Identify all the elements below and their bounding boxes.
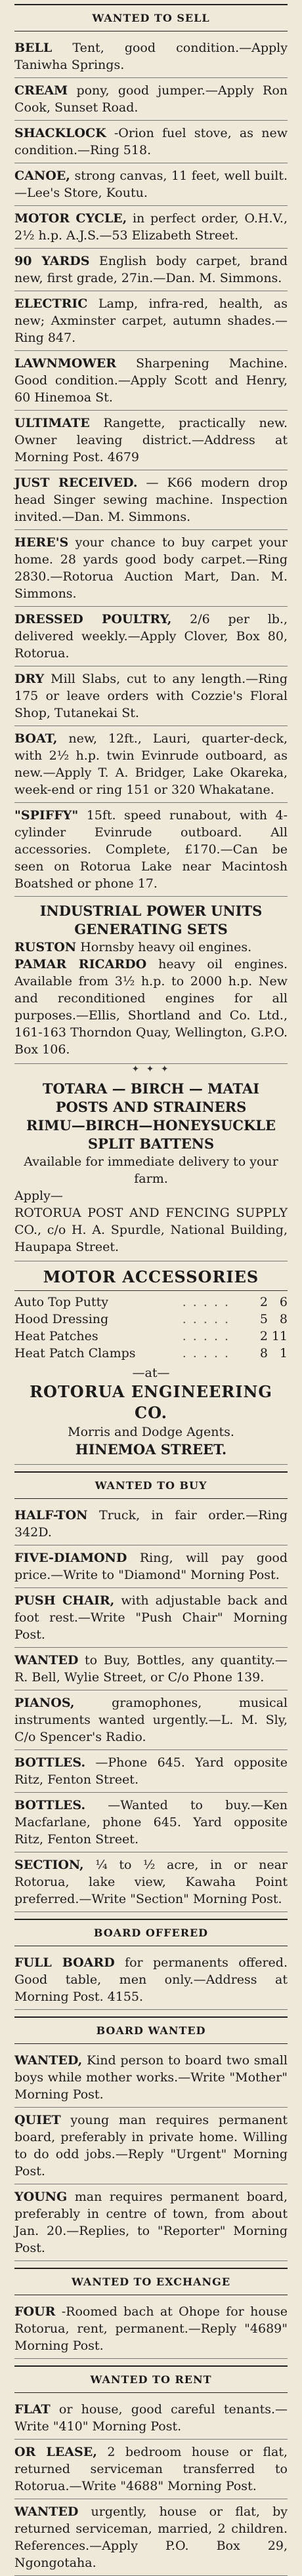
ad-text: new, 12ft., Lauri, quarter-deck, with 2½ h.p. twin Evinrude outboard, as new.—Apply T. A. Bridger, Lake Okareka, week-end or ring 151 or 320 Whakatane. — [14, 731, 288, 797]
classified-ad — [14, 291, 288, 351]
exchange-list — [14, 2299, 288, 2359]
classified-ad — [14, 1588, 288, 1648]
ad-text: -Orion fuel stove, as new condition.—Ring 518. — [14, 126, 288, 157]
ad-lead: PIANOS, — [14, 1696, 75, 1710]
ad-lead: 90 YARDS — [14, 254, 90, 268]
ad-text: Ring, will pay good price.—Write to "Diamond" Morning Post. — [14, 1551, 288, 1582]
motor-company: ROTORUA ENGINEERING CO. — [30, 1382, 272, 1422]
price-row — [14, 1294, 288, 1311]
ad-lead: WANTED, — [14, 2053, 83, 2068]
classified-ad — [14, 2499, 288, 2576]
motor-street: HINEMOA STREET. — [75, 1441, 227, 1458]
classified-ad — [14, 163, 288, 206]
totara-company: ROTORUA POST AND FENCING SUPPLY CO., c/o H. A. Spurdle, National Building, Haupapa Street. — [14, 1206, 288, 1254]
price-shillings: 8 — [259, 1346, 268, 1360]
price-pence: 6 — [279, 1295, 288, 1309]
ad-text: — K66 modern drop head Singer sewing machine. Inspection invited.—Dan. M. Simmons. — [14, 476, 288, 524]
ad-text: gramophones, musical instruments wanted urgently.—L. M. Sly, C/o Spencer's Radio. — [14, 1696, 288, 1744]
classified-ad — [14, 1852, 288, 1912]
ad-lead: SHACKLOCK — [14, 126, 106, 140]
classified-ad — [14, 249, 288, 291]
section-header-wanted-to-buy: WANTED TO BUY — [14, 1471, 288, 1499]
industrial-power-ad — [14, 897, 288, 1064]
ad-lead: SECTION, — [14, 1858, 84, 1872]
price-row — [14, 1311, 288, 1328]
ruston-lead: RUSTON — [14, 940, 77, 954]
price-leader: . . . . . — [182, 1329, 230, 1343]
ad-text: for permanents offered. Good table, men only.—Address at Morning Post. 4155. — [14, 1955, 288, 2004]
classified-ad — [14, 78, 288, 121]
buy-ads-list — [14, 1503, 288, 1912]
ad-lead: DRY — [14, 672, 45, 686]
ruston-text: Hornsby heavy oil engines. — [80, 940, 252, 954]
ad-text: 15ft. speed runabout, with 4-cylinder Evinrude outboard. All accessories. Complete, £170.—Can be seen on Rotorua Lake near Macintosh Boatshed or phone 17. — [14, 808, 288, 891]
ad-text: with adjustable back and foot rest.—Write "Push Chair" Morning Post. — [14, 1593, 288, 1642]
ad-lead: QUIET — [14, 2113, 61, 2127]
ad-lead: PUSH CHAIR, — [14, 1593, 115, 1608]
classified-ad — [14, 1690, 288, 1750]
classified-ad — [14, 2299, 288, 2359]
price-leader: . . . . . — [182, 1295, 230, 1309]
ad-lead: "SPIFFY" — [14, 808, 79, 823]
classified-ad — [14, 1750, 288, 1793]
ad-text: Tent, good condition.—Apply Taniwha Springs. — [14, 41, 288, 72]
ad-lead: BOTTLES. — [14, 1755, 86, 1770]
price-item-name: Heat Patches — [14, 1329, 98, 1343]
price-leader: . . . . . — [182, 1346, 230, 1360]
totara-line-4: SPLIT BATTENS — [87, 1135, 215, 1152]
price-item-name: Heat Patch Clamps — [14, 1346, 136, 1360]
totara-line-3: RIMU—BIRCH—HONEYSUCKLE — [26, 1117, 276, 1134]
ad-lead: YOUNG — [14, 2190, 68, 2204]
totara-posts-ad — [14, 1074, 288, 1261]
ad-text: to Buy, Bottles, any quantity.—R. Bell, Wylie Street, or C/o Phone 139. — [14, 1653, 288, 1685]
classified-ad — [14, 2397, 288, 2440]
classified-ad — [14, 35, 288, 78]
ad-lead: BOTTLES. — [14, 1798, 86, 1812]
section-header-board-offered: BOARD OFFERED — [14, 1919, 288, 1946]
classified-ad — [14, 121, 288, 163]
price-shillings: 2 — [259, 1329, 268, 1343]
section-header-wanted-to-exchange: WANTED TO EXCHANGE — [14, 2268, 288, 2295]
ad-lead: OR LEASE, — [14, 2445, 97, 2459]
ad-text: young man requires permanent board, preferably in private home. Willing to do odd jobs.—Reply "Urgent" Morning Post. — [14, 2113, 288, 2178]
price-leader: . . . . . — [182, 1312, 230, 1326]
ad-lead: CREAM — [14, 83, 68, 98]
ad-text: Kind person to board two small boys while mother works.—Write "Mother" Morning Post. — [14, 2053, 288, 2102]
section-header-wanted-to-rent: WANTED TO RENT — [14, 2365, 288, 2393]
price-pence: 8 — [279, 1312, 288, 1326]
ad-lead: FULL BOARD — [14, 1955, 115, 1970]
ad-lead: MOTOR CYCLE, — [14, 211, 127, 226]
totara-line-1: TOTARA — BIRCH — MATAI — [42, 1080, 260, 1097]
ad-text: Rangette, practically new. Owner leaving district.—Address at Morning Post. 4679 — [14, 416, 288, 464]
board-offered-list — [14, 1950, 288, 2010]
ad-text: ¼ to ½ acre, in or near Rotorua, lake view, Kawaha Point preferred.—Write "Section" Morning Post. — [14, 1858, 288, 1906]
ad-text: -Roomed bach at Ohope for house Rotorua, rent, permanent.—Reply "4689" Morning Post. — [14, 2304, 288, 2353]
ad-lead: FOUR — [14, 2304, 56, 2319]
rent-list — [14, 2397, 288, 2576]
classified-ad — [14, 803, 288, 897]
ad-lead: DRESSED POULTRY, — [14, 612, 172, 626]
price-row — [14, 1345, 288, 1362]
ornament-divider: ✦ ✦ ✦ — [131, 1064, 171, 1074]
ad-text: in perfect order, O.H.V., 2½ h.p. A.J.S.—53 Elizabeth Street. — [14, 211, 288, 243]
pamar-lead: PAMAR RICARDO — [14, 957, 147, 971]
classified-ad — [14, 2048, 288, 2108]
board-wanted-list — [14, 2048, 288, 2261]
ad-text: English body carpet, brand new, first grade, 27in.—Dan. M. Simmons. — [14, 254, 288, 285]
pamar-text: heavy oil engines. Available from 3½ h.p. to 2000 h.p. New and reconditioned engines for all purposes.—Ellis, Shortland and Co. Ltd., 161-163 Thorndon Quay, Wellington, G.P.O. Box 106. — [14, 957, 288, 1057]
price-item-name: Auto Top Putty — [14, 1295, 108, 1309]
ad-lead: FIVE-DIAMOND — [14, 1551, 127, 1565]
ad-text: Mill Slabs, cut to any length.—Ring 175 or leave orders with Cozzie's Floral Shop, Tutanekai St. — [14, 672, 288, 720]
classified-ad — [14, 726, 288, 803]
motor-heading: MOTOR ACCESSORIES — [43, 1267, 259, 1286]
price-shillings: 2 — [259, 1295, 268, 1309]
price-shillings: 5 — [259, 1312, 268, 1326]
ad-lead: BOAT, — [14, 731, 58, 746]
ad-lead: WANTED — [14, 2504, 79, 2519]
ad-text: or house, good careful tenants.—Write "410" Morning Post. — [14, 2402, 288, 2434]
ad-text: 2 bedroom house or flat, returned serviceman transferred to Rotorua.—Write "4688" Morning Post. — [14, 2445, 288, 2493]
classified-ad — [14, 411, 288, 470]
price-pence: 1 — [279, 1346, 288, 1360]
classified-ad — [14, 1793, 288, 1852]
classified-ad — [14, 470, 288, 530]
industrial-heading-1: INDUSTRIAL POWER UNITS — [39, 903, 263, 919]
classified-ad — [14, 206, 288, 249]
ad-lead: ELECTRIC — [14, 296, 88, 311]
ad-text: man requires permanent board, preferably in centre of town, from about Jan. 20.—Replies, to "Reporter" Morning Post. — [14, 2190, 288, 2255]
ad-lead: HERE'S — [14, 535, 69, 550]
ad-text: pony, good jumper.—Apply Ron Cook, Sunset Road. — [14, 83, 288, 115]
ad-text: Sharpening Machine. Good condition.—Apply Scott and Henry, 60 Hinemoa St. — [14, 356, 288, 405]
motor-price-table — [14, 1294, 288, 1362]
classified-ad — [14, 1950, 288, 2010]
classified-ad — [14, 666, 288, 726]
ad-text: —Wanted to buy.—Ken Macfarlane, phone 645. Yard opposite Ritz, Fenton Street. — [14, 1798, 288, 1847]
classified-ad — [14, 2184, 288, 2261]
industrial-heading-2: GENERATING SETS — [74, 921, 228, 937]
ad-text: Truck, in fair order.—Ring 342D. — [14, 1508, 288, 1540]
motor-rule — [14, 1290, 288, 1291]
ad-text: strong canvas, 11 feet, well built.—Lee's Store, Koutu. — [14, 169, 288, 200]
ad-text: —Phone 645. Yard opposite Ritz, Fenton Street. — [14, 1755, 288, 1787]
classified-ad — [14, 2108, 288, 2184]
motor-accessories-ad — [14, 1261, 288, 1465]
ad-text: 2/6 per lb., delivered weekly.—Apply Clover, Box 80, Rotorua. — [14, 612, 288, 661]
section-header-board-wanted: BOARD WANTED — [14, 2016, 288, 2044]
ad-lead: ULTIMATE — [14, 416, 90, 430]
classified-ad — [14, 1503, 288, 1545]
ad-lead: LAWNMOWER — [14, 356, 117, 371]
classified-ad — [14, 351, 288, 411]
totara-apply: Apply— — [14, 1189, 63, 1203]
ad-lead: WANTED — [14, 1653, 79, 1667]
section-header-wanted-to-sell: WANTED TO SELL — [14, 4, 288, 31]
price-item-name: Hood Dressing — [14, 1312, 109, 1326]
ad-lead: CANOE, — [14, 169, 70, 183]
classified-ad — [14, 1545, 288, 1588]
sell-ads-list — [14, 35, 288, 897]
totara-line-5: Available for immediate delivery to your farm. — [24, 1155, 278, 1186]
motor-at: —at— — [132, 1366, 170, 1380]
ad-lead: FLAT — [14, 2402, 51, 2417]
ad-lead: BELL — [14, 41, 53, 55]
classified-ad — [14, 1648, 288, 1690]
ad-text: Lamp, infra-red, health, as new; Axminster carpet, autumn shades.—Ring 847. — [14, 296, 288, 345]
ad-text: urgently, house or flat, by returned serviceman, married, 2 children. References.—Apply P.O. Box 29, Ngongotaha. — [14, 2504, 288, 2570]
classified-ad — [14, 607, 288, 666]
ad-text: your chance to buy carpet your home. 28 yards good body carpet.—Ring 2830.—Rotorua Auction Mart, Dan. M. Simmons. — [14, 535, 288, 601]
totara-line-2: POSTS AND STRAINERS — [55, 1099, 247, 1115]
ad-lead: HALF-TON — [14, 1508, 88, 1523]
motor-dealers: Morris and Dodge Agents. — [68, 1425, 234, 1439]
classified-ad — [14, 2440, 288, 2499]
classified-ad — [14, 530, 288, 607]
price-pence: 11 — [271, 1329, 288, 1343]
ad-lead: JUST RECEIVED. — [14, 476, 138, 490]
price-row — [14, 1328, 288, 1345]
